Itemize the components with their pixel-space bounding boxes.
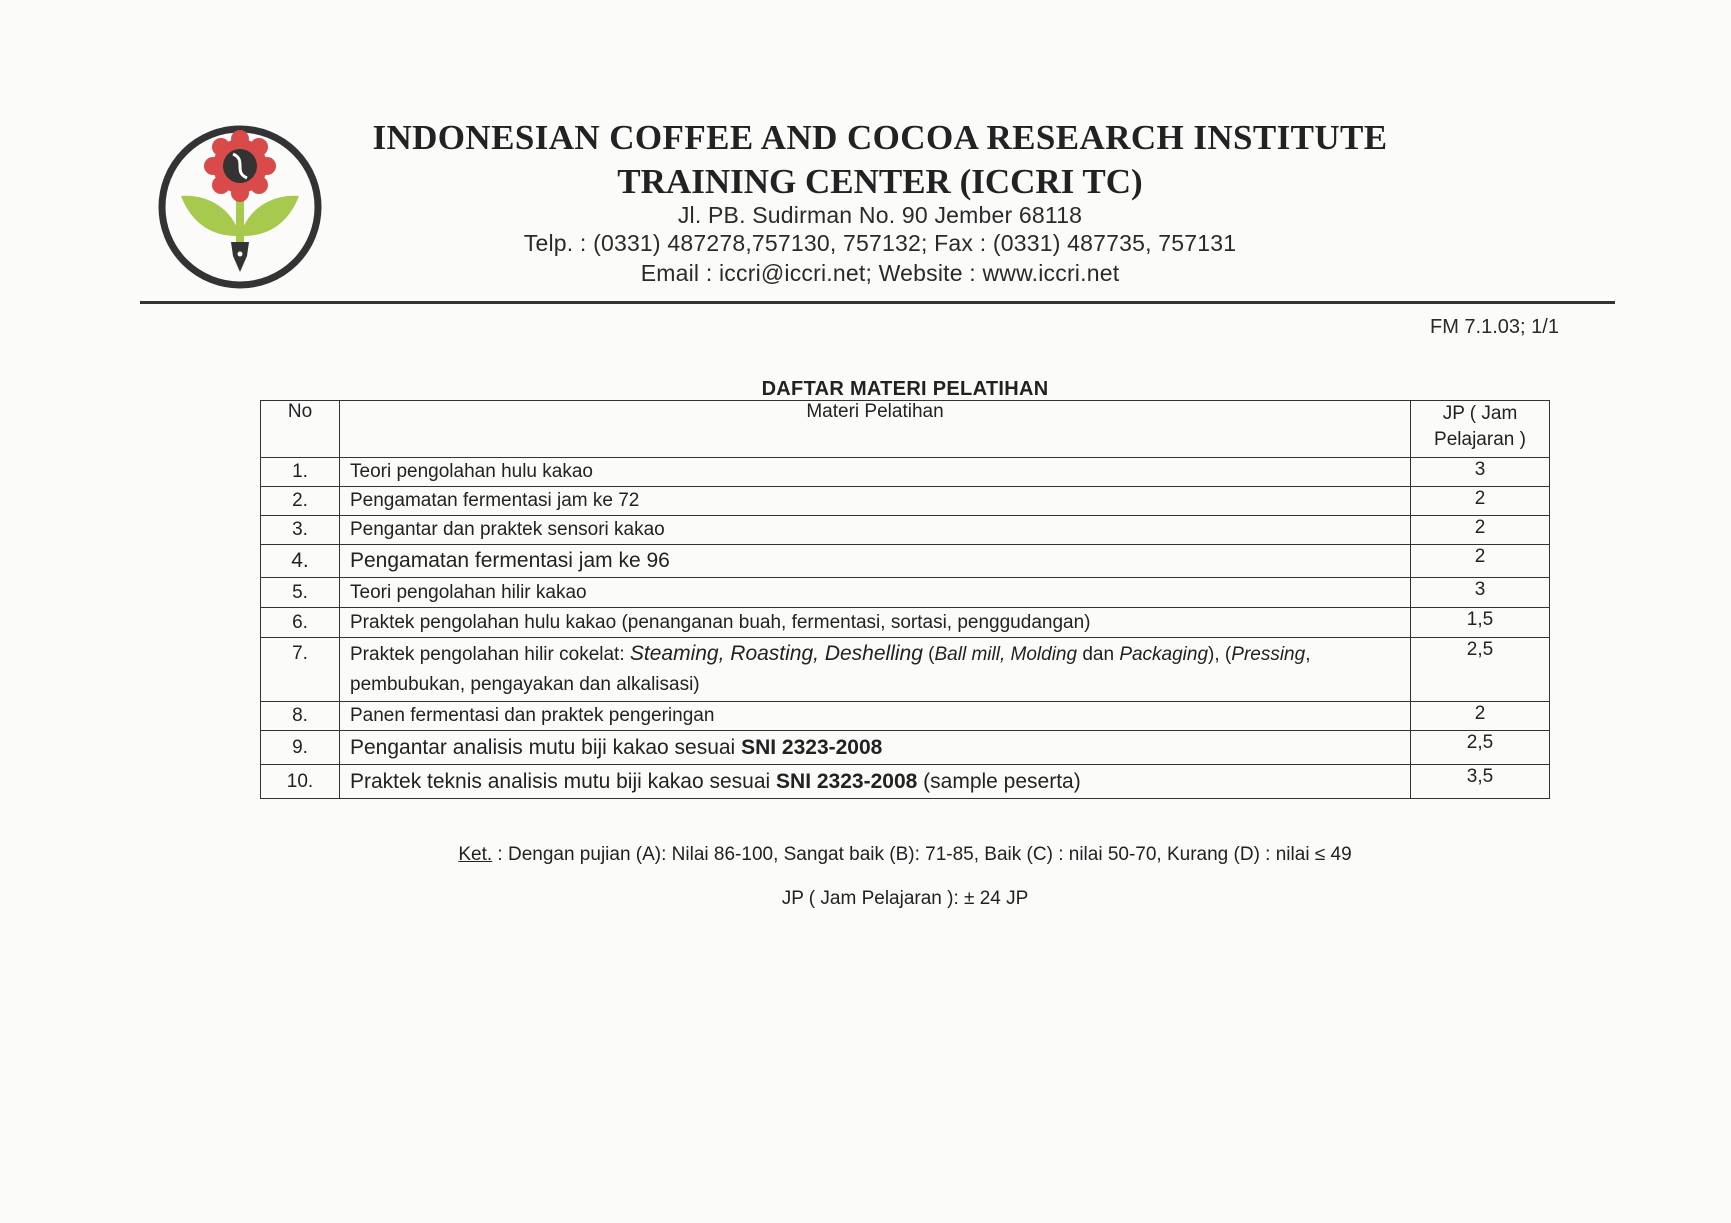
row-materi: Pengamatan fermentasi jam ke 72	[340, 487, 1411, 516]
row-jp: 2	[1411, 487, 1550, 516]
row-no: 9.	[261, 731, 340, 765]
materi-italic: Steaming, Roasting, Deshelling	[629, 642, 923, 665]
row-materi: Praktek pengolahan hulu kakao (penanganan buah, fermentasi, sortasi, penggudangan)	[340, 608, 1411, 638]
header-jp: JP ( Jam Pelajaran )	[1411, 401, 1550, 458]
table-row	[261, 765, 1550, 799]
materi-italic: Packaging	[1119, 644, 1209, 665]
row-no: 3.	[261, 516, 340, 545]
materi-italic: Ball mill, Molding	[934, 644, 1078, 665]
row-materi	[340, 731, 1411, 765]
materi-text: Praktek pengolahan hilir cokelat:	[350, 644, 630, 665]
materi-text: ), (	[1208, 644, 1232, 665]
table-row	[261, 578, 1550, 608]
table-row	[261, 545, 1550, 578]
sni-standard: SNI 2323-2008	[776, 769, 918, 793]
row-jp: 2	[1411, 545, 1550, 578]
row-no: 5.	[261, 578, 340, 608]
table-row	[261, 487, 1550, 516]
row-no: 4.	[261, 545, 340, 578]
email-website: Email : iccri@iccri.net; Website : www.iccri.net	[640, 260, 1120, 286]
row-no: 6.	[261, 608, 340, 638]
sni-standard: SNI 2323-2008	[741, 735, 883, 759]
header-divider	[140, 301, 1615, 304]
document-title: DAFTAR MATERI PELATIHAN	[761, 378, 1049, 400]
table-header-row	[261, 401, 1550, 458]
table-row	[261, 516, 1550, 545]
row-materi: Teori pengolahan hulu kakao	[340, 458, 1411, 487]
materi-text: , pembubukan, pengayakan dan alkalisasi)	[350, 644, 1311, 695]
ket-label: Ket.	[458, 844, 493, 865]
institute-name: INDONESIAN COFFEE AND COCOA RESEARCH INSTITUTE	[372, 118, 1388, 157]
row-jp: 3,5	[1411, 765, 1550, 799]
materi-italic: Pressing	[1231, 644, 1306, 665]
table-row	[261, 458, 1550, 487]
table-row	[261, 731, 1550, 765]
right-leaf-icon	[243, 196, 299, 236]
materials-table	[260, 400, 1550, 799]
row-jp: 2,5	[1411, 638, 1550, 702]
materi-text: Pengantar analisis mutu biji kakao sesuai	[350, 735, 742, 759]
row-jp: 2	[1411, 516, 1550, 545]
table-row	[261, 608, 1550, 638]
row-jp: 3	[1411, 458, 1550, 487]
pen-nib-icon	[231, 242, 249, 272]
phone-fax: Telp. : (0331) 487278,757130, 757132; Fax : (0331) 487735, 757131	[523, 230, 1237, 256]
row-no: 1.	[261, 458, 340, 487]
row-materi	[340, 765, 1411, 799]
institute-logo	[157, 124, 323, 290]
header-no: No	[261, 401, 340, 458]
row-no: 7.	[261, 638, 340, 702]
center-name: TRAINING CENTER (ICCRI TC)	[617, 162, 1143, 201]
jp-total: JP ( Jam Pelajaran ): ± 24 JP	[781, 888, 1029, 909]
grading-note	[260, 844, 1550, 866]
ket-text: : Dengan pujian (A): Nilai 86-100, Sangat baik (B): 71-85, Baik (C) : nilai 50-70, Kurang (D) : nilai ≤ 49	[492, 844, 1352, 865]
materi-text: (	[922, 644, 935, 665]
row-jp: 2	[1411, 702, 1550, 731]
table-row	[261, 702, 1550, 731]
row-materi: Teori pengolahan hilir kakao	[340, 578, 1411, 608]
row-no: 8.	[261, 702, 340, 731]
form-code: FM 7.1.03; 1/1	[1430, 316, 1559, 338]
header-materi: Materi Pelatihan	[340, 401, 1411, 458]
materi-text: dan	[1077, 644, 1120, 665]
row-materi	[340, 638, 1411, 702]
row-materi: Pengamatan fermentasi jam ke 96	[340, 545, 1411, 578]
row-no: 2.	[261, 487, 340, 516]
table-row	[261, 638, 1550, 702]
row-materi: Pengantar dan praktek sensori kakao	[340, 516, 1411, 545]
row-jp: 1,5	[1411, 608, 1550, 638]
row-materi: Panen fermentasi dan praktek pengeringan	[340, 702, 1411, 731]
row-jp: 3	[1411, 578, 1550, 608]
left-leaf-icon	[181, 196, 237, 236]
row-no: 10.	[261, 765, 340, 799]
materi-text: Praktek teknis analisis mutu biji kakao sesuai	[350, 769, 777, 793]
materi-text: (sample peserta)	[917, 769, 1081, 793]
address: Jl. PB. Sudirman No. 90 Jember 68118	[677, 202, 1083, 228]
row-jp: 2,5	[1411, 731, 1550, 765]
